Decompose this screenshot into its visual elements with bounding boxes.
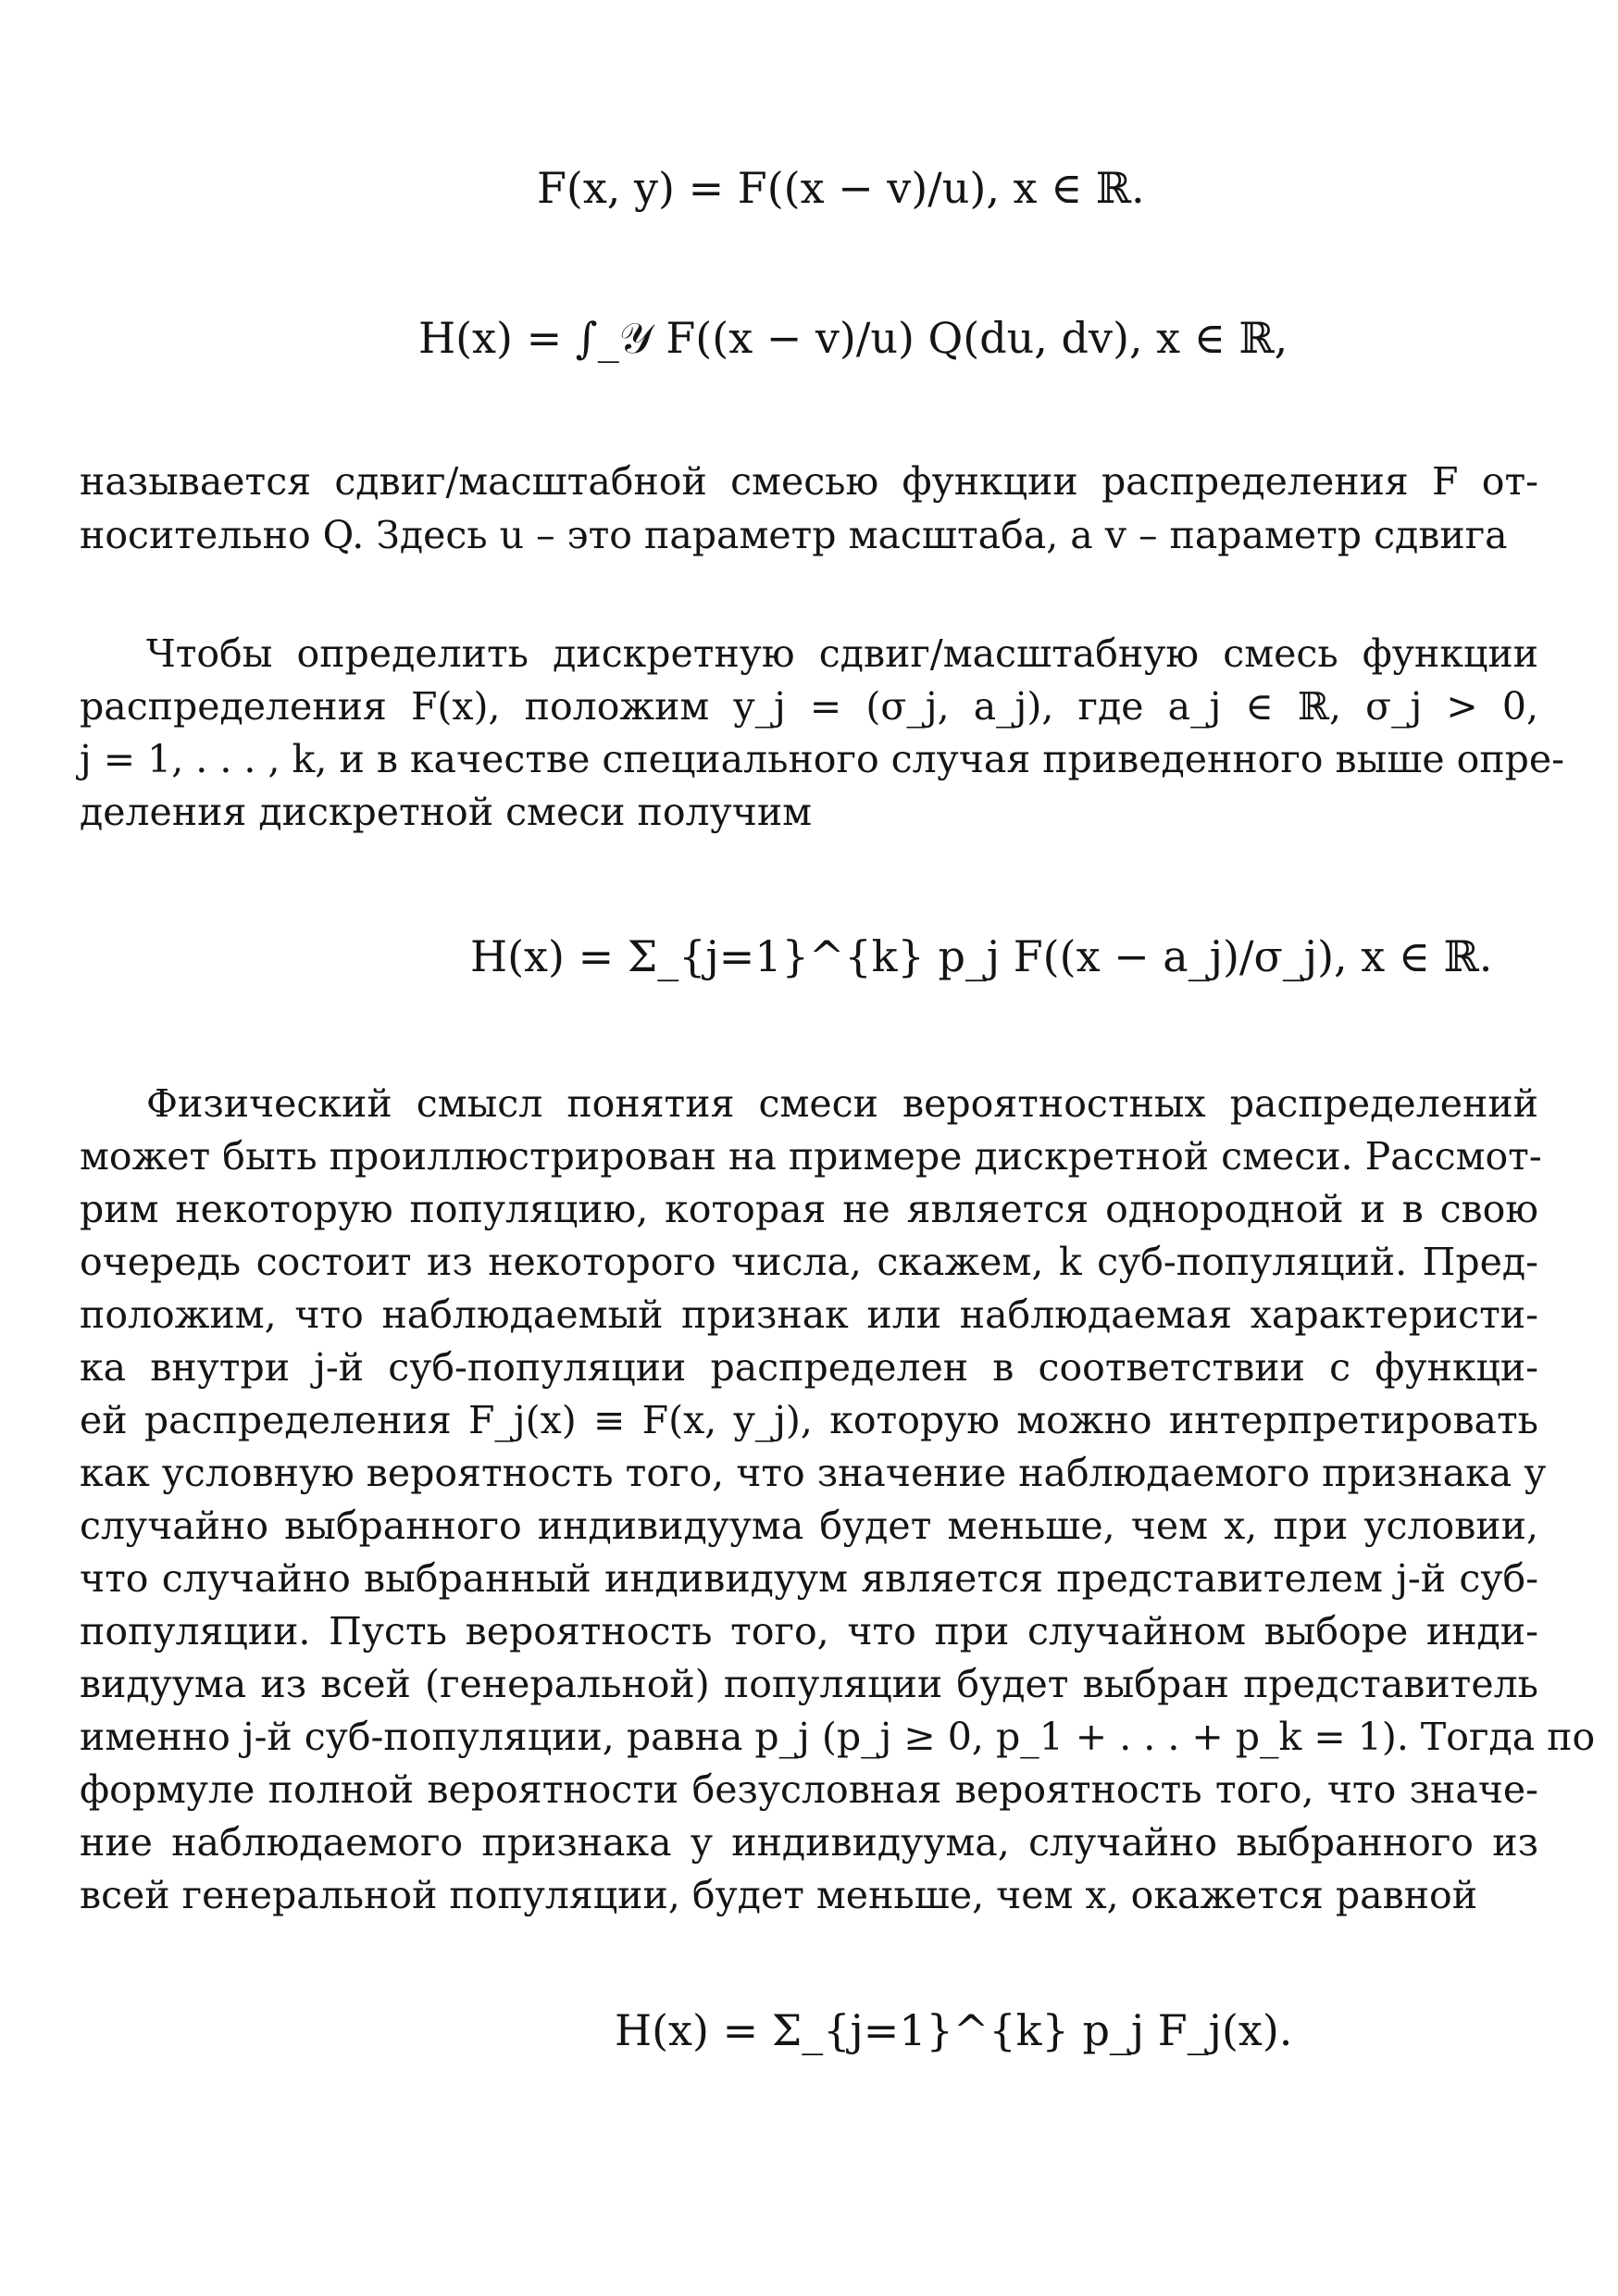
text-line: ние наблюдаемого признака у индивидуума, случайно выбранного из — [80, 1820, 1538, 1865]
text-line: именно j-й суб-популяции, равна p_j (p_j ≥ 0, p_1 + . . . + p_k = 1). Тогда по — [80, 1715, 1596, 1759]
equation-4: H(x) = Σ_{j=1}^{k} p_j F_j(x). — [615, 2005, 1293, 2055]
text-line: всей генеральной популяции, будет меньше, чем x, окажется равной — [80, 1873, 1478, 1917]
text-line: формуле полной вероятности безусловная вероятность того, что значе- — [80, 1767, 1538, 1812]
text-line: ей распределения F_j(x) ≡ F(x, y_j), которую можно интерпретировать — [80, 1398, 1538, 1442]
text-line: очередь состоит из некоторого числа, скажем, k суб-популяций. Пред- — [80, 1240, 1538, 1284]
text-line: что случайно выбранный индивидуум является представителем j-й суб- — [80, 1556, 1538, 1601]
equation-3: H(x) = Σ_{j=1}^{k} p_j F((x − a_j)/σ_j), x ∈ ℝ. — [470, 931, 1493, 981]
text-line: случайно выбранного индивидуума будет меньше, чем x, при условии, — [80, 1504, 1538, 1548]
text-line: Физический смысл понятия смеси вероятностных распределений — [146, 1081, 1538, 1126]
text-line: распределения F(x), положим y_j = (σ_j, a_j), где a_j ∈ ℝ, σ_j > 0, — [80, 684, 1538, 729]
equation-2: H(x) = ∫_𝒴 F((x − v)/u) Q(du, dv), x ∈ ℝ, — [418, 313, 1288, 363]
text-line: может быть проиллюстрирован на примере дискретной смеси. Рассмот- — [80, 1134, 1542, 1179]
equation-1: F(x, y) = F((x − v)/u), x ∈ ℝ. — [537, 163, 1145, 213]
text-line: j = 1, . . . , k, и в качестве специального случая приведенного выше опре- — [80, 737, 1565, 781]
text-line: видуума из всей (генеральной) популяции будет выбран представитель — [80, 1662, 1538, 1706]
text-line: называется сдвиг/масштабной смесью функции распределения F от- — [80, 459, 1538, 504]
text-line: деления дискретной смеси получим — [80, 790, 813, 834]
text-line: как условную вероятность того, что значение наблюдаемого признака у — [80, 1451, 1547, 1495]
text-line: Чтобы определить дискретную сдвиг/масштабную смесь функции — [146, 631, 1538, 676]
text-line: ка внутри j-й суб-популяции распределен в соответствии с функци- — [80, 1345, 1538, 1390]
text-line: положим, что наблюдаемый признак или наблюдаемая характеристи- — [80, 1292, 1538, 1337]
text-line: носительно Q. Здесь u – это параметр масштаба, а v – параметр сдвига — [80, 513, 1508, 557]
text-line: популяции. Пусть вероятность того, что при случайном выборе инди- — [80, 1609, 1538, 1653]
text-line: рим некоторую популяцию, которая не является однородной и в свою — [80, 1187, 1538, 1231]
